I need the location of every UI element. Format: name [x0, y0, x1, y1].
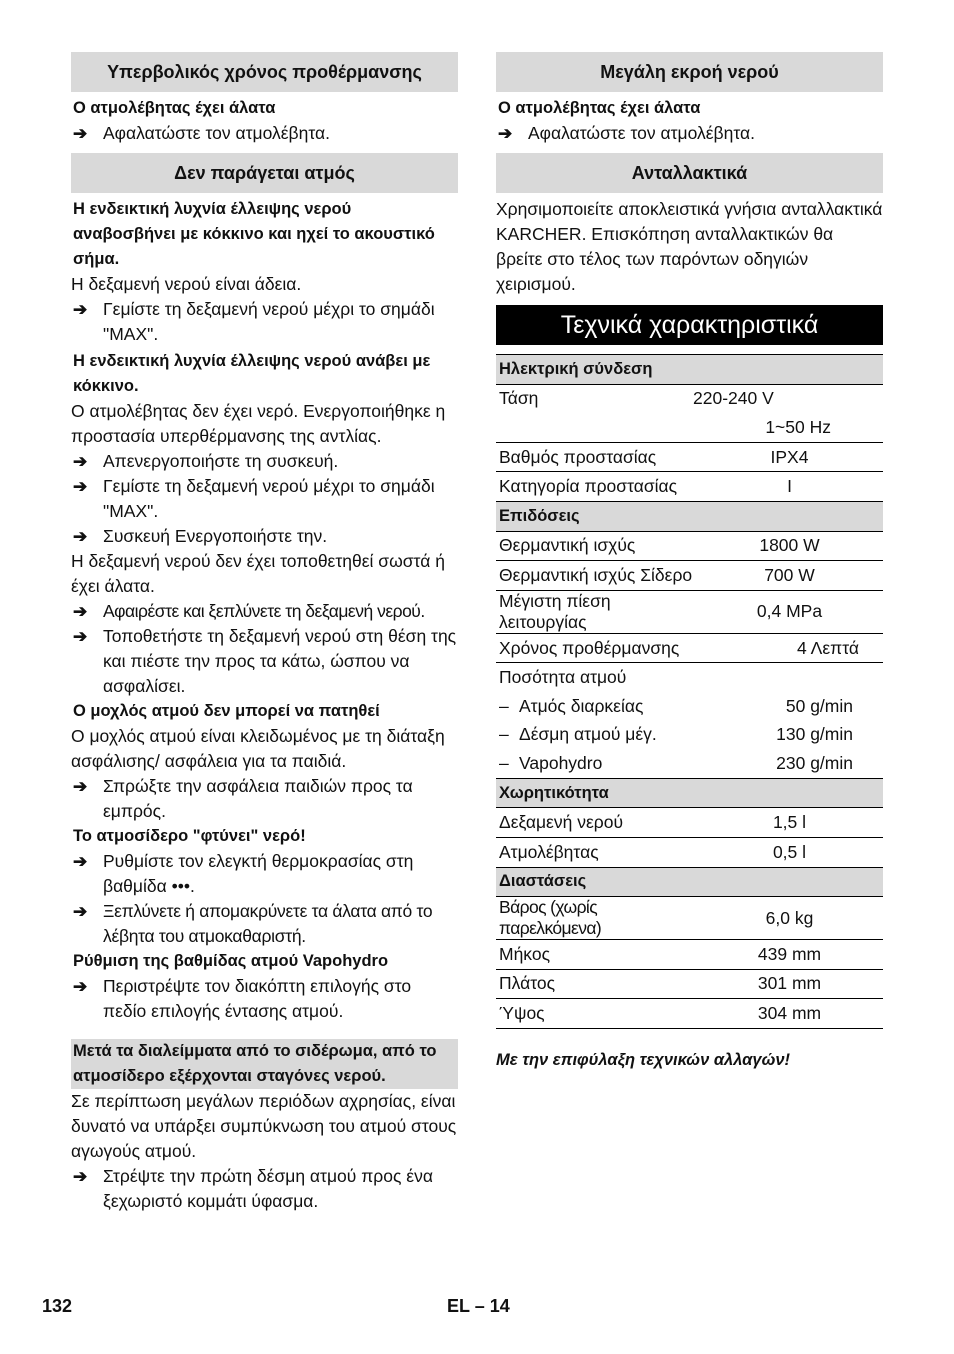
arrow-icon: ➔	[73, 777, 88, 796]
instruction-item: ➔ Περιστρέψτε τον διακόπτη επιλογής στο πεδίο επιλογής έντασης ατμού.	[73, 976, 412, 1021]
spec-sublabel: – Ατμός διαρκείας	[499, 695, 644, 716]
arrow-icon: ➔	[73, 602, 87, 621]
spec-row	[496, 384, 883, 413]
spec-row	[496, 472, 883, 502]
cause-text: Η δεξαμενή νερού είναι άδεια.	[71, 274, 302, 294]
cause-heading: Ο μοχλός ατμού δεν μπορεί να πατηθεί	[73, 702, 380, 720]
spec-group-label: Χωρητικότητα	[496, 778, 883, 808]
spec-row	[496, 999, 883, 1029]
technical-data-title: Τεχνικά χαρακτηριστικά	[496, 305, 883, 345]
spec-value: 301 mm	[693, 969, 883, 999]
instruction-item: ➔ Στρέψτε την πρώτη δέσμη ατμού προς ένα ξεχωριστό κομμάτι ύφασμα.	[73, 1166, 433, 1211]
arrow-icon: ➔	[73, 627, 88, 646]
spec-label: Χρόνος προθέρμανσης	[496, 633, 693, 663]
spec-value: 439 mm	[693, 940, 883, 970]
spec-group-row	[496, 867, 883, 897]
page-number: 132	[42, 1296, 73, 1316]
spec-label: Ύψος	[496, 999, 693, 1029]
spec-row	[496, 721, 883, 750]
arrow-icon: ➔	[73, 1167, 88, 1186]
page-code-separator: –	[474, 1296, 485, 1316]
spec-label: Βάρος (χωρίς παρελκόμενα)	[496, 897, 693, 940]
spec-row	[496, 531, 883, 561]
spec-label: Τάση	[499, 388, 539, 409]
instruction-item: ➔ Αφαιρέστε και ξεπλύνετε τη δεξαμενή νερού.	[71, 599, 458, 624]
instruction-item: ➔ Ξεπλύνετε ή απομακρύνετε τα άλατα από το λέβητα του ατμοκαθαριστή.	[73, 901, 433, 946]
spec-row	[496, 969, 883, 999]
spec-label: Θερμαντική ισχύς Σίδερο	[496, 561, 693, 591]
spec-row	[496, 633, 883, 663]
right-column	[496, 52, 883, 1070]
instruction-item: ➔ Ρυθμίστε τον ελεγκτή θερμοκρασίας στη βαθμίδα •••.	[73, 851, 414, 896]
spec-row	[496, 663, 883, 692]
spec-group-row	[496, 778, 883, 808]
arrow-icon: ➔	[73, 852, 88, 871]
cause-heading: Το ατμοσίδερο "φτύνει" νερό!	[73, 827, 306, 845]
arrow-icon: ➔	[73, 902, 87, 921]
technical-changes-note: Με την επιφύλαξη τεχνικών αλλαγών!	[496, 1050, 791, 1069]
instruction-item: ➔ Απενεργοποιήστε τη συσκευή.	[71, 449, 458, 474]
spec-value: 700 W	[693, 561, 883, 591]
spec-value: 6,0 kg	[693, 897, 883, 940]
spec-label: Θερμαντική ισχύς	[496, 531, 693, 561]
spec-row	[496, 413, 883, 442]
cause-heading: Ο ατμολέβητας έχει άλατα	[73, 99, 276, 117]
spec-value: 0,5 l	[693, 837, 883, 867]
spec-row	[496, 692, 883, 721]
language-code: EL	[447, 1296, 470, 1316]
spec-value: 230 g/min	[693, 749, 883, 778]
page-code	[447, 1296, 510, 1317]
spec-group-label: Διαστάσεις	[496, 867, 883, 897]
arrow-icon: ➔	[73, 124, 88, 143]
spec-value: 130 g/min	[776, 724, 853, 745]
cause-heading: Ρύθμιση της βαθμίδας ατμού Vapohydro	[73, 952, 389, 970]
arrow-icon: ➔	[73, 477, 88, 496]
section-heading-no-steam: Δεν παράγεται ατμός	[71, 153, 458, 193]
spec-group-row	[496, 355, 883, 385]
cause-heading: Η ενδεικτική λυχνία έλλειψης νερού ανάβει με κόκκινο.	[73, 352, 431, 395]
cause-text: Σε περίπτωση μεγάλων περιόδων αχρησίας, είναι δυνατό να υπάρξει συμπύκνωση του ατμού στους αγωγούς ατμού.	[71, 1091, 457, 1161]
spec-group-row	[496, 501, 883, 531]
spec-value: 4 Λεπτά	[693, 633, 883, 663]
section-heading-spare-parts: Ανταλλακτικά	[496, 153, 883, 193]
spec-label: Μέγιστη πίεση λειτουργίας	[496, 590, 693, 633]
section-heading-long-preheat: Υπερβολικός χρόνος προθέρμανσης	[71, 52, 458, 92]
spec-value: 0,4 MPa	[693, 590, 883, 633]
spec-label: Πλάτος	[496, 969, 693, 999]
spec-value: I	[693, 472, 883, 502]
spec-sublabel: – Vapohydro	[496, 749, 693, 778]
arrow-icon: ➔	[73, 300, 88, 319]
left-column	[71, 52, 458, 1214]
instruction-item: ➔ Σπρώξτε την ασφάλεια παιδιών προς τα εμπρός.	[73, 776, 413, 821]
spec-label: Δεξαμενή νερού	[496, 808, 693, 838]
spec-value: 1,5 l	[693, 808, 883, 838]
spare-parts-text: Χρησιμοποιείτε αποκλειστικά γνήσια ανταλλακτικά KARCHER. Επισκόπηση ανταλλακτικών θα βρείτε στο τέλος των παρόντων οδηγιών χειρισμού.	[496, 199, 883, 294]
spec-value: 304 mm	[693, 999, 883, 1029]
section-page-number: 14	[489, 1296, 510, 1316]
spec-label: Βαθμός προστασίας	[496, 442, 693, 472]
spec-row	[496, 442, 883, 472]
spec-sublabel: – Δέσμη ατμού μέγ.	[499, 724, 657, 745]
spec-row	[496, 561, 883, 591]
spec-value: 220-240 V	[693, 388, 774, 409]
arrow-icon: ➔	[73, 977, 88, 996]
instruction-item: ➔ Γεμίστε τη δεξαμενή νερού μέχρι το σημάδι "MAX".	[73, 299, 435, 344]
instruction-item: ➔ Αφαλατώστε τον ατμολέβητα.	[496, 121, 883, 146]
spec-row	[496, 940, 883, 970]
spec-label: Μήκος	[496, 940, 693, 970]
arrow-icon: ➔	[73, 527, 88, 546]
section-heading-water-leak: Μεγάλη εκροή νερού	[496, 52, 883, 92]
technical-data-table	[496, 354, 883, 1029]
spec-group-label: Επιδόσεις	[496, 501, 883, 531]
instruction-item: ➔ Γεμίστε τη δεξαμενή νερού μέχρι το σημάδι "MAX".	[73, 476, 435, 521]
arrow-icon: ➔	[73, 452, 88, 471]
spec-group-label: Ηλεκτρική σύνδεση	[496, 355, 883, 385]
spec-label: Ποσότητα ατμού	[499, 667, 627, 688]
spec-value: IPX4	[693, 442, 883, 472]
spec-value: 1~50 Hz	[693, 413, 883, 442]
instruction-item: ➔ Συσκευή Ενεργοποιήστε την.	[71, 524, 458, 549]
spec-row	[496, 808, 883, 838]
cause-text: Η δεξαμενή νερού δεν έχει τοποθετηθεί σωστά ή έχει άλατα.	[71, 551, 445, 596]
instruction-item: ➔ Τοποθετήστε τη δεξαμενή νερού στη θέση της και πιέστε την προς τα κάτω, ώσπου να ασφαλίσει.	[73, 626, 457, 696]
spec-row	[496, 749, 883, 778]
spec-row	[496, 897, 883, 940]
spec-label: Κατηγορία προστασίας	[496, 472, 693, 502]
cause-heading: Ο ατμολέβητας έχει άλατα	[498, 99, 701, 117]
cause-text: Ο μοχλός ατμού είναι κλειδωμένος με τη διάταξη ασφάλισης/ ασφάλεια για τα παιδιά.	[71, 726, 445, 771]
spec-value: 50 g/min	[785, 695, 853, 716]
highlighted-problem-heading: Μετά τα διαλείμματα από το σιδέρωμα, από το ατμοσίδερο εξέρχονται σταγόνες νερού.	[71, 1039, 458, 1089]
arrow-icon: ➔	[498, 124, 513, 143]
spec-row	[496, 837, 883, 867]
cause-text: Ο ατμολέβητας δεν έχει νερό. Ενεργοποιήθηκε η προστασία υπερθέρμανσης της αντλίας.	[71, 401, 446, 446]
cause-heading: Η ενδεικτική λυχνία έλλειψης νερού αναβοσβήνει με κόκκινο και ηχεί το ακουστικό σήμα.	[73, 200, 435, 268]
spec-label: Ατμολέβητας	[496, 837, 693, 867]
instruction-item: ➔ Αφαλατώστε τον ατμολέβητα.	[71, 121, 458, 146]
spec-row	[496, 590, 883, 633]
spec-value: 1800 W	[693, 531, 883, 561]
